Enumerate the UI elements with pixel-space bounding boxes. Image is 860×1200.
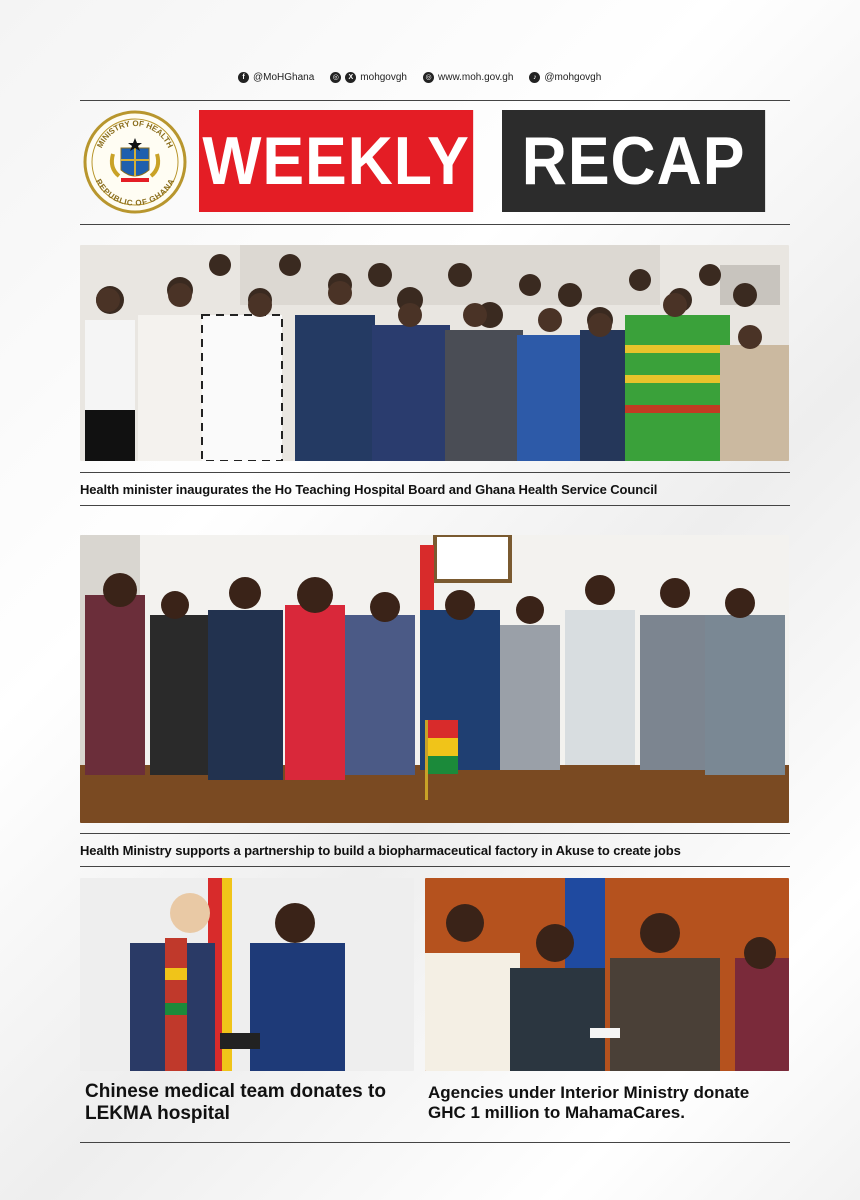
globe-icon: ◎ [423,72,434,83]
social-website-label: www.moh.gov.gh [438,71,514,83]
social-website[interactable] [423,72,513,83]
story-2-caption: Health Ministry supports a partnership to build a biopharmaceutical factory in Akuse to create jobs [80,843,681,858]
seal-text-top: MINISTRY OF HEALTH [95,118,175,150]
story-1-caption: Health minister inaugurates the Ho Teaching Hospital Board and Ghana Health Service Council [80,482,658,497]
tiktok-icon: ♪ [529,72,540,83]
title-weekly: WEEKLY [199,110,473,212]
story-2-divider-top [80,833,790,834]
story-3-photo [80,878,414,1071]
story-3-caption: Chinese medical team donates to LEKMA hospital [85,1081,386,1124]
social-links-bar [238,68,638,86]
social-instagram-x[interactable] [330,72,407,83]
story-1-photo [80,245,789,461]
social-tiktok-label: @mohgovgh [544,71,602,83]
social-tiktok[interactable] [529,72,601,83]
header-bottom-divider [80,224,790,225]
social-x-label: mohgovgh [360,71,407,83]
story-1-divider-bottom [80,505,790,506]
social-facebook[interactable] [238,72,314,83]
instagram-icon: ◎ [330,72,341,83]
header-top-divider [80,100,790,101]
story-2-divider-bottom [80,866,790,867]
seal-text-bottom: REPUBLIC OF GHANA [93,177,177,208]
story-4-caption: Agencies under Interior Ministry donate GHC 1 million to MahamaCares. [428,1083,750,1122]
story-4-photo [425,878,789,1071]
ministry-seal [83,110,187,214]
facebook-icon: f [238,72,249,83]
story-1-divider-top [80,472,790,473]
footer-divider [80,1142,790,1143]
title-recap: RECAP [502,110,765,212]
x-icon: X [345,72,356,83]
social-facebook-label: @MoHGhana [253,71,315,83]
story-2-photo [80,535,789,823]
